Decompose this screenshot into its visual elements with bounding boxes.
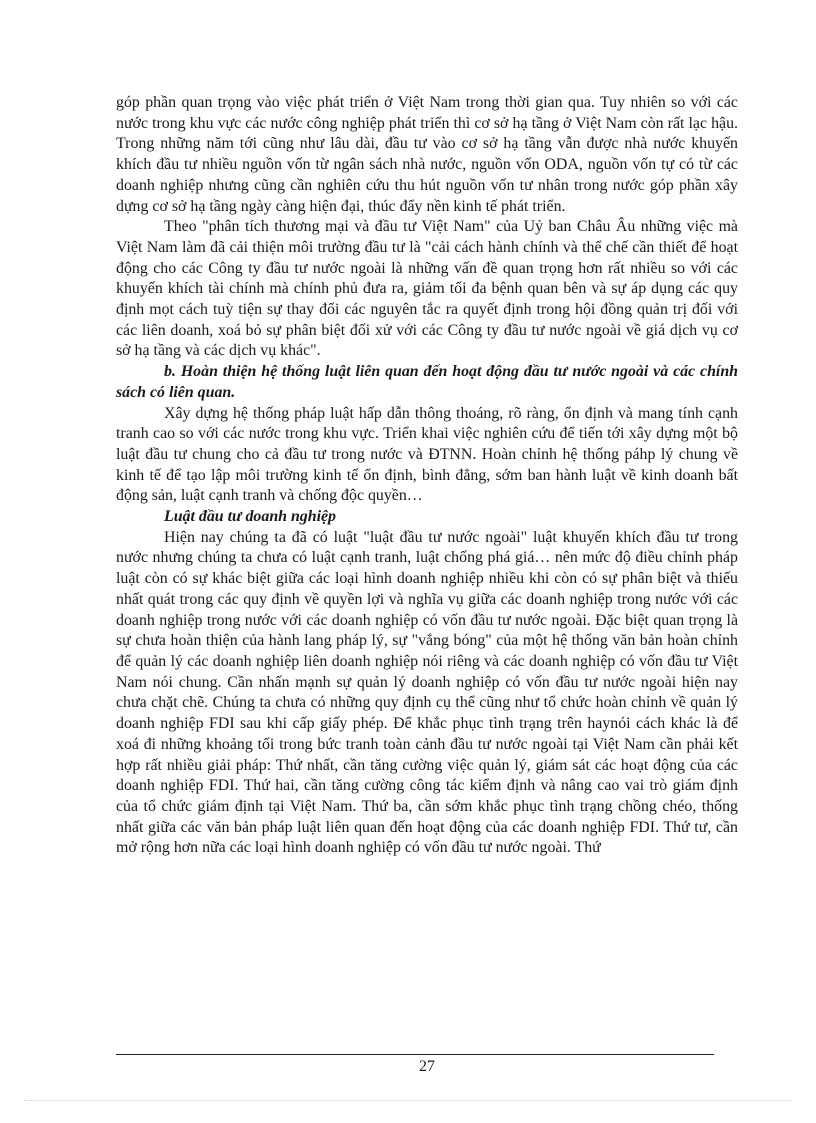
page-bottom-border: [24, 1100, 792, 1101]
document-body: [116, 93, 738, 859]
section-heading-b: b. Hoàn thiện hệ thống luật liên quan đến hoạt động đầu tư nước ngoài và các chính sách có liên quan.: [116, 363, 738, 401]
paragraph-legal-system: Xây dựng hệ thống pháp luật hấp dẫn thông thoáng, rõ ràng, ổn định và mang tính cạnh tranh cao so với các nước trong khu vực. Triển khai việc nghiên cứu để tiến tới xây dựng một bộ luật đầu tư chung cho cả đầu tư trong nước và ĐTNN. Hoàn chỉnh hệ thống páhp lý chung về kinh tế để tạo lập môi trường kinh tế ổn định, bình đẳng, sớm ban hành luật về kinh doanh bất động sản, luật cạnh tranh và chống độc quyền…: [116, 404, 738, 505]
footer-divider: [116, 1054, 714, 1055]
subheading-investment-law: Luật đầu tư doanh nghiệp: [164, 508, 337, 526]
paragraph-eu-analysis: Theo "phân tích thương mại và đầu tư Việt Nam" của Uỷ ban Châu Âu những việc mà Việt Nam làm đã cải thiện môi trường đầu tư là "cải cách hành chính và thể chế cần thiết để hoạt động cho các Công ty đầu tư nước ngoài là những vấn đề quan trọng hơn rất nhiều so với các khuyến khích tài chính mà chính phủ đưa ra, giảm tối đa bệnh quan bên và sự áp dụng các quy định mọt cách tuỳ tiện sự thay đổi các nguyên tắc ra quyết định trong hội đồng quản trị đối với các liên doanh, xoá bỏ sự phân biệt đối xử với các Công ty đầu tư nước ngoài về giá dịch vụ cơ sở hạ tầng và các dịch vụ khác".: [116, 218, 738, 360]
paragraph-infrastructure: góp phần quan trọng vào việc phát triển ở Việt Nam trong thời gian qua. Tuy nhiên so với các nước trong khu vực các nước công nghiệp phát triển thì cơ sở hạ tầng ở Việt Nam còn rất lạc hậu. Trong những năm tới cũng như lâu dài, đầu tư vào cơ sở hạ tầng vẫn được nhà nước khuyến khích đầu tư nhiều nguồn vốn từ ngân sách nhà nước, nguồn vốn ODA, nguồn vốn tự có từ các doanh nghiệp nhưng cũng cần nghiên cứu thu hút nguồn vốn tư nhân trong nước góp phần xây dựng cơ sở hạ tầng ngày càng hiện đại, thúc đẩy nền kinh tế phát triển.: [116, 94, 738, 215]
page-number: 27: [419, 1058, 435, 1075]
paragraph-investment-law: Hiện nay chúng ta đã có luật "luật đầu tư nước ngoài" luật khuyến khích đầu tư trong nước nhưng chúng ta chưa có luật cạnh tranh, luật chống phá giá… nên mức độ điều chỉnh pháp luật còn có sự khác biệt giữa các loại hình doanh nghiệp nhiều khi còn có sự phân biệt và thiếu nhất quát trong các quy định về quyền lợi và nghĩa vụ giữa các doanh nghiệp trong nước với các doanh nghiệp trong nước với các doanh nghiệp có vốn đầu tư nước ngoài. Đặc biệt quan trọng là sự chưa hoàn thiện của hành lang pháp lý, sự "vắng bóng" của một hệ thống văn bản hoàn chỉnh để quản lý các doanh nghiệp liên doanh nghiệp nói riêng và các doanh nghiệp có vốn đầu tư Việt Nam nói chung. Cần nhấn mạnh sự quản lý doanh nghiệp có vốn đầu tư nước ngoài hiện nay chưa chặt chẽ. Chúng ta chưa có những quy định cụ thể cũng như tổ chức hoàn chỉnh về quản lý doanh nghiệp FDI sau khi cấp giấy phép. Để khắc phục tình trạng trên haynói cách khác là để xoá đi những khoảng tối trong bức tranh toàn cảnh đầu tư nước ngoài tại Việt Nam cần phải kết hợp rất nhiều giải pháp: Thứ nhất, cần tăng cường việc quản lý, giám sát các hoạt động của các doanh nghiệp FDI. Thứ hai, cần tăng cường công tác kiểm định và nâng cao vai trò giám định của tổ chức giám định tại Việt Nam. Thứ ba, cần sớm khắc phục tình trạng chồng chéo, thống nhất giữa các văn bản pháp luật liên quan đến hoạt động của các doanh nghiệp FDI. Thứ tư, cần mở rộng hơn nữa các loại hình doanh nghiệp có vốn đầu tư nước ngoài. Thứ: [116, 528, 738, 857]
